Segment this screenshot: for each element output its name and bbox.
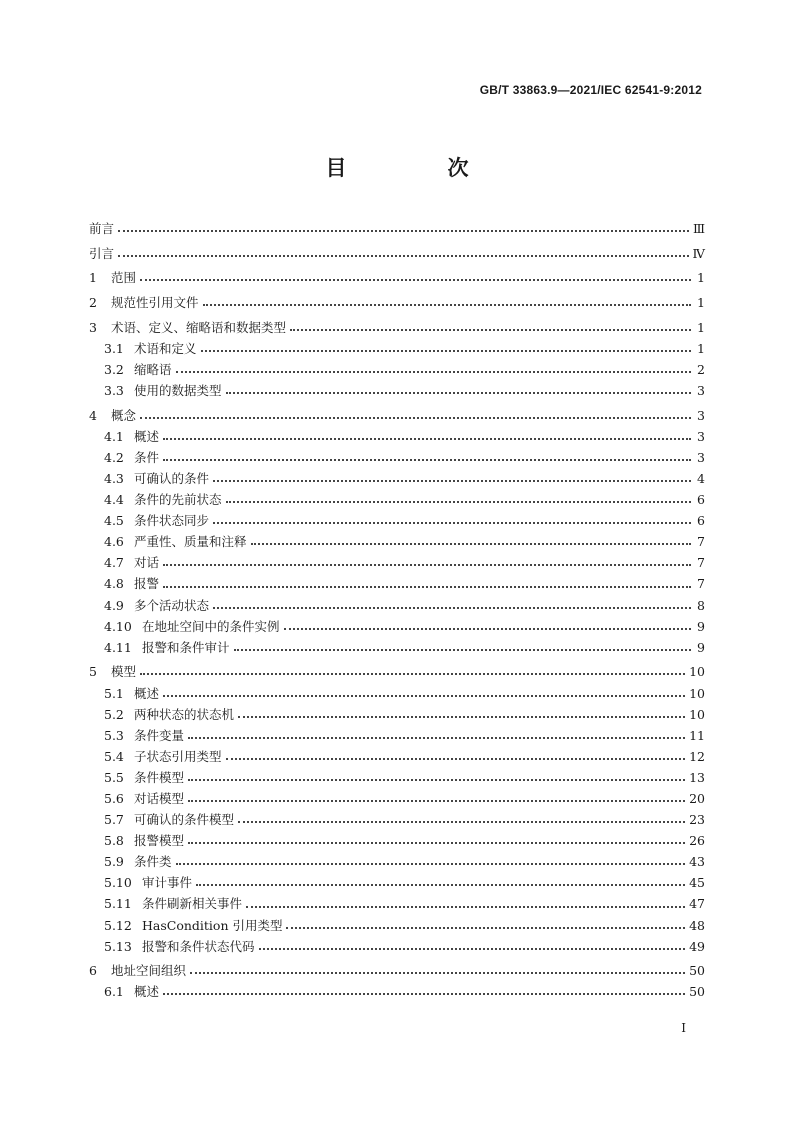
toc-entry-page: 9 [697, 639, 705, 655]
toc-entry-page: 11 [689, 727, 705, 743]
toc-entry-number: 4.10 [104, 618, 132, 634]
toc-entry-title: 报警和条件审计 [142, 639, 230, 655]
dot-leader [226, 500, 691, 503]
toc-entry-number: 1 [89, 270, 97, 286]
toc-entry-page: 1 [697, 340, 705, 356]
dot-leader [118, 229, 689, 232]
toc-entry[interactable] [89, 447, 705, 468]
toc-entry-title: 缩略语 [134, 361, 172, 377]
toc-entry-page: 47 [689, 896, 705, 912]
dot-leader [188, 799, 685, 802]
toc-entry[interactable] [89, 851, 705, 872]
toc-entry-page: 3 [697, 383, 705, 399]
toc-entry-title: 报警 [134, 576, 160, 592]
dot-leader [163, 694, 685, 697]
toc-entry[interactable] [89, 317, 705, 338]
toc-entry-page: 23 [689, 812, 705, 828]
dot-leader [203, 303, 691, 306]
toc-entry-title: 概念 [111, 407, 137, 423]
table-of-contents [89, 218, 705, 1003]
toc-entry-page: 7 [697, 576, 705, 592]
toc-entry[interactable] [89, 725, 705, 746]
toc-entry-page: 7 [697, 534, 705, 550]
toc-entry-title: 术语和定义 [134, 340, 197, 356]
toc-entry-page: 3 [697, 449, 705, 465]
toc-entry-number: 4.7 [104, 555, 124, 571]
toc-entry-title: 可确认的条件 [134, 471, 210, 486]
toc-entry-page: 45 [689, 875, 705, 891]
toc-entry-page: 9 [697, 618, 705, 634]
toc-entry-page: 12 [689, 748, 705, 764]
toc-entry-page: 48 [689, 917, 705, 933]
toc-entry-title: 范围 [111, 270, 137, 286]
toc-entry-number: 6 [89, 963, 97, 979]
toc-entry-page: 1 [697, 270, 705, 286]
toc-entry[interactable] [89, 552, 705, 573]
toc-entry[interactable] [89, 788, 705, 809]
toc-entry[interactable] [89, 936, 705, 957]
toc-entry-number: 4.3 [104, 471, 124, 486]
toc-entry[interactable] [89, 960, 705, 981]
dot-leader [163, 437, 691, 440]
toc-entry[interactable] [89, 830, 705, 851]
dot-leader [290, 328, 691, 331]
dot-leader [163, 585, 691, 588]
toc-entry[interactable] [89, 380, 705, 401]
dot-leader [196, 883, 685, 886]
toc-entry-title: 条件 [134, 449, 160, 465]
toc-entry[interactable] [89, 573, 705, 594]
toc-entry-number: 5.6 [104, 791, 124, 806]
dot-leader [213, 606, 691, 609]
toc-entry-page: 1 [697, 319, 705, 335]
toc-entry-title: 报警和条件状态代码 [142, 938, 255, 954]
toc-entry-title: 对话 [134, 555, 160, 571]
toc-entry-page: 20 [689, 791, 705, 806]
toc-entry-number: 4.6 [104, 534, 124, 550]
toc-entry-page: 1 [697, 295, 705, 311]
dot-leader [176, 862, 686, 865]
dot-leader [226, 757, 686, 760]
toc-entry-page: 6 [697, 492, 705, 508]
toc-entry[interactable] [89, 616, 705, 637]
toc-entry-page: 10 [689, 706, 705, 722]
toc-entry-number: 5.1 [104, 685, 124, 701]
toc-entry-number: 3.2 [104, 361, 124, 377]
toc-entry[interactable] [89, 510, 705, 531]
toc-entry-title: 在地址空间中的条件实例 [142, 618, 280, 634]
toc-entry-number: 5.3 [104, 727, 124, 743]
dot-leader [251, 542, 691, 545]
toc-entry-number: 4.4 [104, 492, 124, 508]
toc-entry-page: 10 [689, 685, 705, 701]
toc-entry-title: 概述 [134, 984, 160, 1000]
toc-entry[interactable] [89, 915, 705, 936]
toc-entry[interactable] [89, 218, 705, 239]
toc-entry-number: 4.11 [104, 639, 132, 655]
toc-entry-page: 7 [697, 555, 705, 571]
dot-leader [188, 841, 685, 844]
toc-entry-number: 5.7 [104, 812, 124, 828]
toc-entry-page: 49 [689, 938, 705, 954]
toc-entry-number: 5.13 [104, 938, 132, 954]
toc-entry[interactable] [89, 468, 705, 489]
toc-entry[interactable] [89, 338, 705, 359]
toc-entry[interactable] [89, 661, 705, 682]
dot-leader [213, 521, 691, 524]
toc-entry-title: 多个活动状态 [134, 597, 210, 613]
toc-entry-page: 3 [697, 407, 705, 423]
dot-leader [190, 971, 685, 974]
toc-entry-title: 条件模型 [134, 769, 185, 785]
toc-entry-title: 使用的数据类型 [134, 383, 222, 399]
toc-entry-page: 3 [697, 428, 705, 444]
toc-entry-page: 50 [689, 963, 705, 979]
toc-entry-title: 地址空间组织 [111, 963, 187, 979]
dot-leader [140, 672, 685, 675]
dot-leader [118, 254, 688, 257]
toc-title: 目 次 [325, 156, 509, 180]
toc-entry[interactable] [89, 531, 705, 552]
toc-entry[interactable] [89, 489, 705, 510]
toc-entry-title: 概述 [134, 685, 160, 701]
toc-entry-number: 4 [89, 407, 97, 423]
toc-entry-title: 条件变量 [134, 727, 185, 743]
dot-leader [188, 778, 685, 781]
toc-entry[interactable] [89, 981, 705, 1002]
dot-leader [140, 416, 691, 419]
toc-entry-title: 条件刷新相关事件 [142, 896, 243, 912]
toc-entry-number: 5.12 [104, 917, 132, 933]
toc-entry-number: 5.2 [104, 706, 124, 722]
toc-entry-number: 4.9 [104, 597, 124, 613]
dot-leader [286, 926, 685, 929]
toc-entry[interactable] [89, 426, 705, 447]
toc-entry-number: 4.1 [104, 428, 124, 444]
toc-entry[interactable] [89, 359, 705, 380]
toc-entry-page: 6 [697, 513, 705, 529]
toc-entry[interactable] [89, 893, 705, 914]
dot-leader [259, 947, 686, 950]
toc-entry[interactable] [89, 746, 705, 767]
toc-entry-number: 5.11 [104, 896, 132, 912]
toc-entry-page: 2 [697, 361, 705, 377]
toc-entry[interactable] [89, 243, 705, 264]
toc-entry-title: 模型 [111, 664, 137, 680]
toc-entry-title: 术语、定义、缩略语和数据类型 [111, 319, 287, 335]
dot-leader [163, 992, 685, 995]
toc-entry-page: 50 [689, 984, 705, 1000]
dot-leader [246, 905, 685, 908]
toc-entry-title: 规范性引用文件 [111, 295, 199, 311]
toc-entry-title: 条件的先前状态 [134, 492, 222, 508]
toc-entry-number: 5.4 [104, 748, 124, 764]
dot-leader [238, 820, 685, 823]
toc-entry-number: 6.1 [104, 984, 124, 1000]
toc-entry[interactable] [89, 267, 705, 288]
toc-entry-title: 严重性、质量和注释 [134, 534, 247, 550]
dot-leader [238, 715, 685, 718]
dot-leader [140, 278, 691, 281]
toc-entry-title: 引言 [89, 245, 115, 261]
toc-entry-number: 3.1 [104, 340, 124, 356]
dot-leader [201, 349, 691, 352]
toc-entry-number: 4.2 [104, 449, 124, 465]
toc-entry-title: 两种状态的状态机 [134, 706, 235, 722]
toc-entry-number: 5.10 [104, 875, 132, 891]
toc-entry[interactable] [89, 637, 705, 658]
toc-entry[interactable] [89, 292, 705, 313]
toc-entry-page: 10 [689, 664, 705, 680]
toc-entry-page: 26 [689, 833, 705, 849]
dot-leader [213, 479, 691, 482]
toc-entry[interactable] [89, 683, 705, 704]
toc-entry-number: 5.9 [104, 854, 124, 870]
toc-entry-page: Ⅲ [692, 221, 705, 236]
toc-entry-title: 可确认的条件模型 [134, 812, 235, 828]
toc-entry-title: 概述 [134, 428, 160, 444]
toc-entry-number: 4.8 [104, 576, 124, 592]
toc-entry-number: 5 [89, 664, 97, 680]
dot-leader [176, 370, 691, 373]
toc-entry-page: 8 [697, 597, 705, 613]
toc-entry[interactable] [89, 872, 705, 893]
toc-entry-number: 5.8 [104, 833, 124, 849]
toc-entry-title: 条件状态同步 [134, 513, 210, 529]
toc-entry-number: 2 [89, 295, 97, 311]
toc-entry-page: 4 [697, 471, 705, 486]
toc-entry-title: 报警模型 [134, 833, 185, 849]
toc-entry-title: 子状态引用类型 [134, 748, 222, 764]
dot-leader [188, 736, 685, 739]
toc-entry-page: 13 [689, 769, 705, 785]
toc-entry-page: Ⅳ [692, 245, 705, 261]
toc-entry-title: 条件类 [134, 854, 172, 870]
standard-code-header: GB/T 33863.9—2021/IEC 62541-9:2012 [479, 83, 702, 97]
toc-entry-title: HasCondition 引用类型 [142, 917, 283, 933]
toc-entry[interactable] [89, 704, 705, 725]
dot-leader [284, 627, 691, 630]
toc-entry-number: 3.3 [104, 383, 124, 399]
toc-entry-title: 对话模型 [134, 791, 185, 806]
toc-entry[interactable] [89, 767, 705, 788]
toc-entry-title: 前言 [89, 221, 115, 236]
toc-entry-number: 3 [89, 319, 97, 335]
toc-entry[interactable] [89, 595, 705, 616]
toc-entry-number: 5.5 [104, 769, 124, 785]
toc-entry[interactable] [89, 405, 705, 426]
toc-entry-title: 审计事件 [142, 875, 193, 891]
dot-leader [234, 648, 691, 651]
dot-leader [163, 458, 691, 461]
toc-entry[interactable] [89, 809, 705, 830]
toc-entry-number: 4.5 [104, 513, 124, 529]
dot-leader [226, 391, 691, 394]
dot-leader [163, 563, 691, 566]
toc-entry-page: 43 [689, 854, 705, 870]
page-number-footer: I [681, 1021, 686, 1035]
